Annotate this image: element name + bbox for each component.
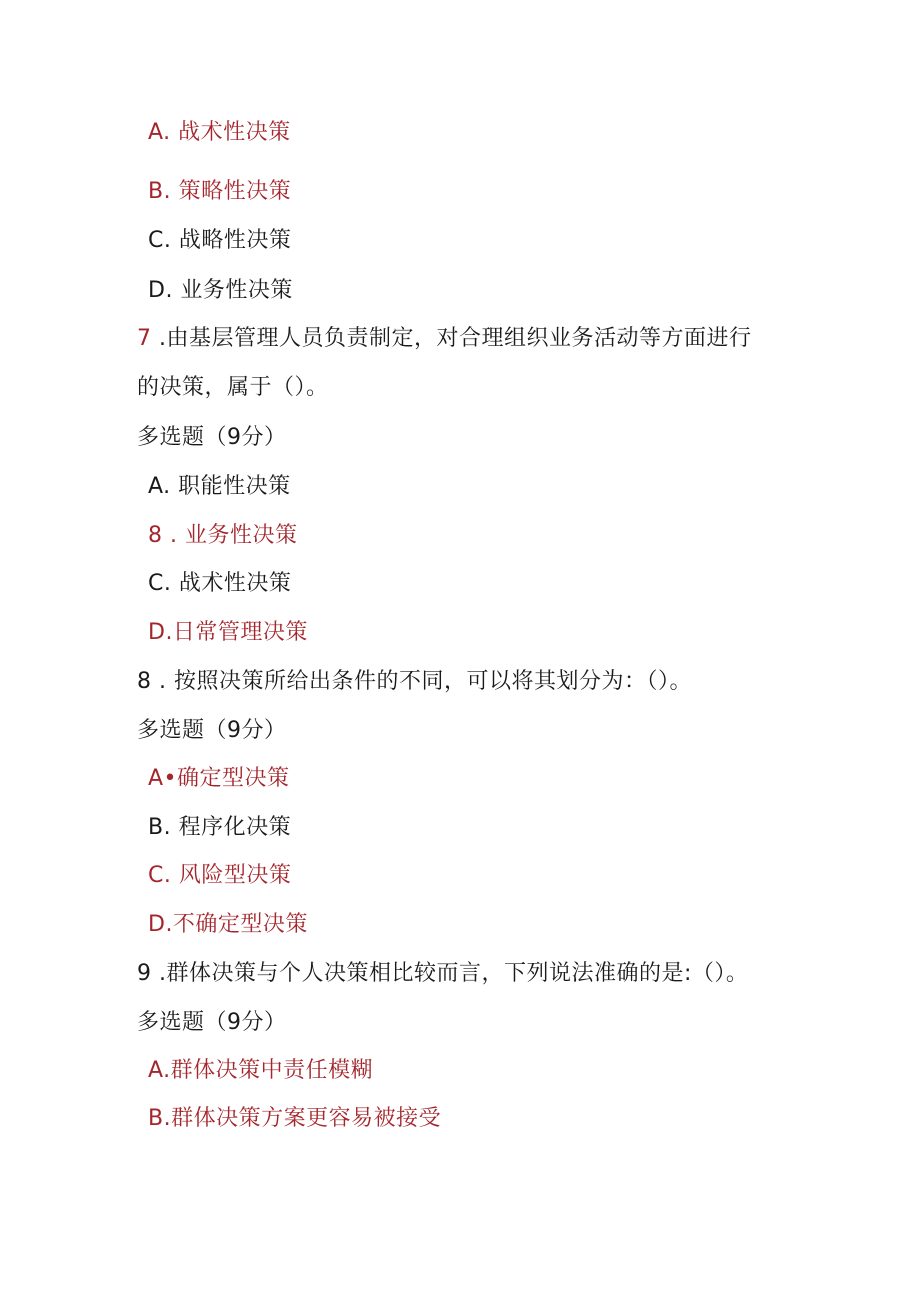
option-7-a: A. 战术性决策 — [148, 120, 291, 145]
option-7-c: C. 战略性决策 — [148, 228, 292, 253]
question-9-type: 多选题（9分） — [137, 1010, 287, 1035]
question-9-text: 9 .群体决策与个人决策相比较而言，下列说法准确的是:（）。 — [137, 961, 749, 986]
question-8-type: 多选题（9分） — [137, 718, 287, 743]
option-9-b: B. 程序化决策 — [148, 815, 292, 840]
question-8-text: 8 . 按照决策所给出条件的不同，可以将其划分为：（）。 — [137, 669, 692, 694]
option-10-b: B.群体决策方案更容易被接受 — [148, 1106, 442, 1131]
option-9-d: D.不确定型决策 — [148, 912, 308, 937]
option-7-b: B. 策略性决策 — [148, 179, 292, 204]
option-8-d: D.日常管理决策 — [148, 620, 308, 645]
option-8-c: C. 战术性决策 — [148, 571, 292, 596]
option-9-a: A•确定型决策 — [148, 766, 290, 791]
option-10-a: A.群体决策中责任模糊 — [148, 1058, 374, 1083]
option-7-d: D. 业务性决策 — [148, 278, 293, 303]
question-7-line-1 — [137, 324, 752, 354]
question-7-line-2: 的决策，属于（）。 — [137, 375, 329, 400]
option-8-a: A. 职能性决策 — [148, 474, 291, 499]
question-7-text: .由基层管理人员负责制定，对合理组织业务活动等方面进行 — [151, 326, 752, 351]
question-7-type: 多选题（9分） — [137, 425, 287, 450]
question-7-number: 7 — [137, 326, 152, 351]
option-9-c: C. 风险型决策 — [148, 863, 292, 888]
option-8-b: 8 . 业务性决策 — [148, 523, 298, 548]
